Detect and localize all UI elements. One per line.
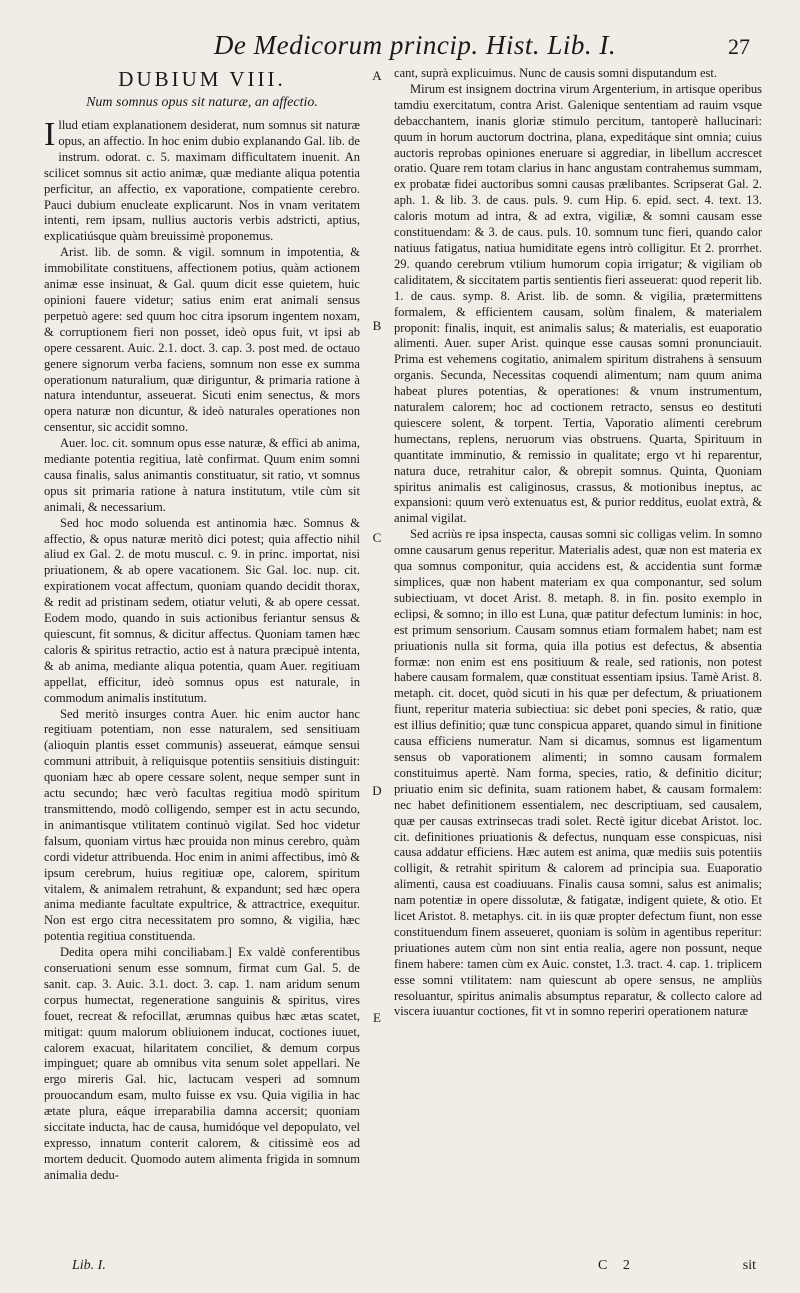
margin-letter-e: E bbox=[373, 1010, 381, 1025]
signature-mark: C 2 bbox=[598, 1258, 636, 1273]
paragraph: Mirum est insignem doctrina virum Argenterium, in artisque operibus tamdiu exercitatum, contra Arist. Galenique sententiam ad rauim vsque debacchantem, inanis gloriæ stimulo percitum, tantoperè hallucinari: quum in horum auctorum doctrina, plana, expeditáque sint omnia; cuius auctoris reprobas opiniones eneruare si aggrediar, in libellum accrescet oratio. Quare rem totam clarius in hanc angustam contrahemus summam, ex probatæ fidei auctoribus somni causas prælibantes. Scripserat Gal. 2. aph. 1. & lib. 3. de caus. puls. 9. cum Hip. 6. epid. sect. 4. text. 13. caloris motum ad intra, & ad extra, vigiliæ, & somni causam esse constituendam: & 3. de caus. puls. 10. somnum tunc fieri, quando calor natiuus fatigatus, natiua humiditate egens intrò colligitur. Et 2. prorrhet. 29. quando cerebrum vtilium humorum copia irrigatur; & vigiliam ob caliditatem, & siccitatem partis sentientis fieri asseuerat: quod reperit lib. 1. de caus. symp. 8. Arist. lib. de somn. & vigilia, prætermittens formalem, & efficientem causam, solùm finalem, & materialem proponit: finalis, inquit, est animalis salus; & materialis, est euaporatio alimenti. Auer. super Arist. quinque esse causas somni pronunciauit. Prima est vehemens cogitatio, animalem spiritum distrahens à sensuum organis. Secunda, Necessitas coquendi alimentum; nam quum anima habeat plures potentias, & operationes: & vnum instrumentum, naturalem calorem; hoc ad coctionem retracto, sensus eo destituti quiescere solent, & torpent. Tertia, Vaporatio alimenti cerebrum humectans, replens, neruorum vias obstruens. Quarta, Spirituum in quantitate imminutio, & remissio in qualitate; ergo vt hi reparentur, natura duce, retrahitur calor, & obrepit somnus. Quinta, Quoniam spiritus animalis est caliginosus, crassus, & motionibus ineptus, ac expansioni: quum verò extenuatus est, & purior redditus, euolat extrà, & animal vigilat. bbox=[394, 81, 762, 526]
footer-book-label: Lib. I. bbox=[72, 1258, 106, 1273]
drop-cap: I bbox=[44, 116, 56, 153]
paragraph: Sed acriùs re ipsa inspecta, causas somni sic colligas velim. In somno omne causarum genus reperitur. Materialis adest, quæ non est materia ex qua somnus componitur, quia accidens est, & accidentia sunt formæ simplices, quæ non habent materiam ex qua componantur, sed solum subiectiuam, vt docet Arist. 8. metaph. 8. in fin. posito exemplo in eclipsi, & somno; in illo est Luna, quæ patitur defectum luminis: in hoc, est primum sensorium. Causam somnus etiam formalem habet; nam est priuationis nulla sit forma, quia illa potius est defectus, & absentia formæ: non enim est ens positiuum & reale, sed rationis, non potest habere causam formalem, quæ constituat essentiam ipsius. Tamè Arist. 8. metaph. cit. docet, quòd sicuti in his quæ per defectum, & priuationem fiunt, reperitur materia subiectiua: sic debet poni species, & ratio, quæ est illius definitio; quæ tunc conspicua apparet, quando simul in finitione causa efficiens numeratur. Nam si dicamus, somnus est ligamentum sensus ob vaporationem alimenti; in somno causam formalem constituimus apertè. Nam forma, species, ratio, & definitio dicitur; priuatio enim sic definita, suam rationem habet, & causam formalem: nec habet definitionem essentialem, nec descriptiuam, sed causalem, quæ per causas extrinsecas tradi solet. Rectè igitur dicebat Aristot. loc. cit. definitiones priuationis & defectus, nunquam esse conspicuas, nisi causa addatur efficiens. Hæc autem est anima, quæ mediis suis potentiis colligit, & retrahit spiritum & calorem ad principia sua. Euaporatio alimenti, causa est coadiuuans. Finalis causa somni, salus est animalis; nam potentiæ in opere dissolutæ, & fatigatæ, indigent quiete, & otio. Et licet Aristot. 8. metaphys. cit. in iis quæ propter defectum fiunt, non esse constituendum finem asseueret, quoniam is solùm in agentibus reperitur: priuationes autem cùm non sint entia realia, agere non possunt, neque finem habere: tamen cùm ex Auic. constet, 1.3. tract. 4. cap. 1. triplicem esse somni vtilitatem: nam quiescunt ab opere sensus, ne ampliùs resoluantur, spiritus animalis absumptus reparatur, & collecto calore ad viscera iuuantur coctiones, fit vt in somno reperiri operationem naturæ bbox=[394, 527, 762, 1019]
section-heading: DUBIUM VIII. bbox=[118, 67, 286, 91]
paragraph-text: llud etiam explanationem desiderat, num somnus sit naturæ opus, an affectio. In hoc enim dubio explanando Gal. lib. de instrum. odorat. c. 5. maximam difficultatem inuenit. An scilicet somnus sit actio animæ, quæ mediante aliqua potentia perficitur, an affectio, ex vaporatione, compatiente cerebro. Pauci dubium enucleate explicarunt. Nos in vnam veritatem intenti, rem ipsam, nullius auctoris verbis adstricti, aptius, explicatiúsque quàm breuissimè proponemus. bbox=[44, 118, 360, 244]
page-number: 27 bbox=[728, 34, 750, 59]
margin-letter-b: B bbox=[372, 318, 382, 333]
paragraph: Dedita opera mihi conciliabam.] Ex valdè conferentibus conseruationi senum esse somnum, firmat cum Gal. 5. de sanit. cap. 3. Auic. 3.1. doct. 3. cap. 1. nam aridum senum corpus humectat, regeneratione sanguinis & spiritus, vires fouet, recreat & refocillat, ærumnas quibus hæc ætas scatet, mitigat: quum malorum obliuionem inducat, coctiones iuuet, calorem exacuat, hilaritatem conciliet, & demum corpus impinguet; quare ab omnibus vita senum solet appellari. Ne ergo mireris Gal. hic, lactucam vesperi ad somnum prouocandum esam, multo fuisse ex vsu. Quia vigilia in hac ætate plura, eáque irreparabilia damna accersit; quoniam siccitate inducta, hac de causa, humidóque vel depopulato, vel expresso, innatum conterit calorem, & citissimè eos ad mortem deducit. Quomodo autem alimenta frigida in somnum animalia dedu- bbox=[44, 945, 360, 1182]
margin-letter-c: C bbox=[372, 530, 382, 545]
right-column bbox=[394, 66, 762, 1020]
paragraph: Sed hoc modo soluenda est antinomia hæc. Somnus & affectio, & opus naturæ meritò dici potest; quia affectio nihil aliud ex Gal. 2. de motu muscul. c. 9. in princ. importat, nisi priuationem, & ab opere vacationem. Sic Gal. loc. nup. cit. expirationem vocat affectum, quoniam quando decidit thorax, & redit ad pristinam sedem, otiatur veluti, & ab opere cessat. Eodem modo, quando in suis actionibus feriantur sensus & quiescunt, fit somnus, & dicitur affectus. Quoniam tamen hæc caloris & spiritus retractio, actio est à natura præcipuè intenta, & ab anima, mediante aliqua potentia, quam Auer. regitiuam appellat, efficitur, ideò somnus opus est naturale, in commodum animalis institutum. bbox=[44, 515, 360, 705]
paragraph bbox=[44, 118, 360, 245]
paragraph: Sed meritò insurges contra Auer. hic enim auctor hanc regitiuam potentiam, non esse naturalem, sed sensitiuam (alioquin plantis esset communis) asseuerat, eámque sensui communi attribuit, à reliquisque potentiis sensitiuis distinguit: quoniam hæc ab opere cessare solent, neque semper sunt in actu secundo; hæc verò facultas regitiua modò spiritum transmittendo, modò colligendo, semper est in actu secundo, in animantisque vtilitatem continuò vigilat. Sed hoc videtur falsum, quoniam virtus hæc prouida non minus cerebro, quàm cordi videtur attribuenda. Hoc enim in animi affectibus, imò & ipsum cerebrum, huius regitiuæ ope, calorem, spiritum vitalem, & animalem retrahunt, & expandunt; sed hæc opera anima mediante facultate expultrice, & attractrice, exequitur. Non est ergo citra necessitatem pro somno, & vigilia, hæc potentia regitiua constituenda. bbox=[44, 706, 360, 944]
running-head: De Medicorum princip. Hist. Lib. I. bbox=[213, 30, 617, 60]
catchword: sit bbox=[742, 1258, 756, 1273]
paragraph: Auer. loc. cit. somnum opus esse naturæ, & effici ab anima, mediante potentia regitiua, latè confirmat. Quum enim somni causa finalis, salus animantis constituatur, sit ratio, vt somnus opus sit primaria ratione à natura institutum, vtile cùm sit animali, & necessarium. bbox=[44, 436, 360, 514]
margin-letter-a: A bbox=[372, 68, 382, 83]
paragraph: Arist. lib. de somn. & vigil. somnum in impotentia, & immobilitate constituens, affectionem potius, quàm actionem animæ esse insinuat, & Gal. quum dicit esse quietem, huic opinioni fauere videtur; satius enim erat animali sensus perpetuò agere: sed quum hoc citra ipsorum ingentem noxam, & corruptionem fieri non posset, ideò opus fuit, vt ipsi ab opere cessarent. Auic. 2.1. doct. 3. cap. 3. post med. de octauo genere signorum verba faciens, somnum non esse ex summa operationum naturalium, quæ diriguntur, & primaria ratione à natura intenduntur, asseuerat. Sicuti enim senectus, & mors opera naturæ non dicuntur, & ideò naturales operationes non censentur, sic accidit somno. bbox=[44, 245, 360, 435]
margin-letters bbox=[360, 0, 394, 1293]
left-column bbox=[44, 66, 360, 1184]
paragraph: cant, suprà explicuimus. Nunc de causis somni disputandum est. bbox=[394, 66, 718, 80]
margin-letter-d: D bbox=[372, 783, 382, 798]
section-subheading: Num somnus opus sit naturæ, an affectio. bbox=[86, 95, 318, 110]
